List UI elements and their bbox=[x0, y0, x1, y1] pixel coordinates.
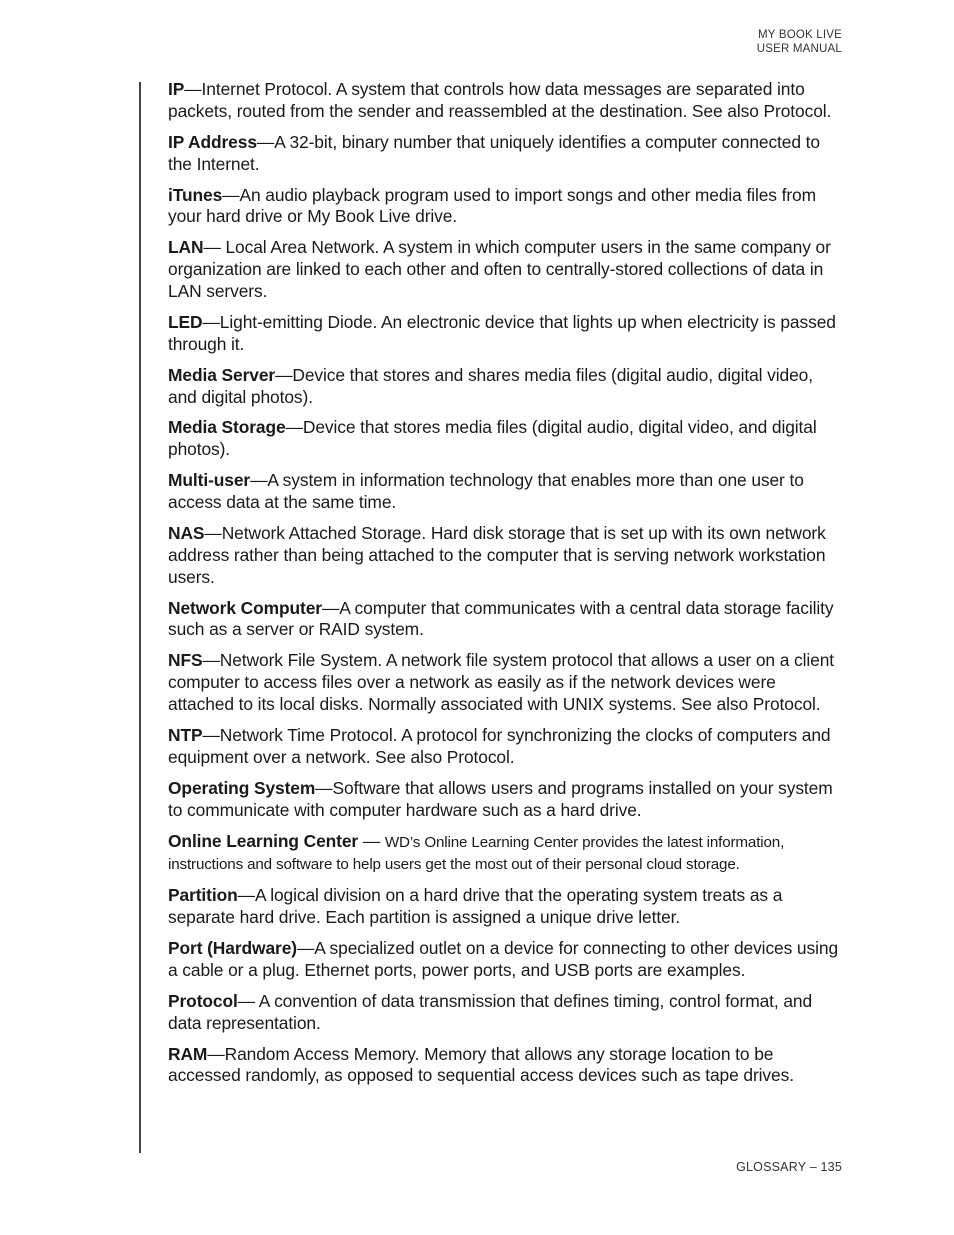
glossary-entry bbox=[168, 1044, 844, 1088]
glossary-definition: Network File System. A network file system protocol that allows a user on a client computer to access files over a network as easily as if the network devices were attached to its local disks. Normally associated with UNIX systems. See also Protocol. bbox=[168, 650, 835, 714]
glossary-definition: A convention of data transmission that defines timing, control format, and data representation. bbox=[168, 990, 813, 1033]
em-dash-separator: — bbox=[202, 311, 220, 332]
em-dash-separator: — bbox=[237, 990, 259, 1011]
margin-rule bbox=[139, 82, 141, 1153]
em-dash-separator: — bbox=[358, 830, 385, 851]
glossary-term: Partition bbox=[168, 885, 238, 906]
glossary-entry bbox=[168, 132, 844, 176]
em-dash-separator: — bbox=[222, 184, 240, 205]
em-dash-separator: — bbox=[202, 724, 220, 745]
glossary-term: LED bbox=[168, 311, 203, 332]
header-manual-title: USER MANUAL bbox=[756, 43, 842, 55]
glossary-entry bbox=[168, 725, 844, 769]
glossary-entry bbox=[168, 831, 844, 877]
glossary-term: Protocol bbox=[168, 990, 238, 1011]
glossary-definition: Device that stores media files (digital audio, digital video, and digital photos). bbox=[168, 417, 817, 460]
glossary-term: NAS bbox=[168, 523, 205, 544]
glossary-definition: WD’s Online Learning Center provides the latest information, instructions and software to help users get the most out of their personal cloud storage. bbox=[168, 833, 785, 874]
glossary-definition: A 32-bit, binary number that uniquely identifies a computer connected to the Internet. bbox=[168, 131, 820, 174]
glossary-definition: A logical division on a hard drive that the operating system treats as a separate hard drive. Each partition is assigned a unique drive letter. bbox=[168, 885, 783, 928]
glossary-term: Operating System bbox=[168, 777, 316, 798]
glossary-definition: Local Area Network. A system in which computer users in the same company or organization are linked to each other and often to centrally-stored collections of data in LAN servers. bbox=[168, 237, 831, 301]
glossary-entry bbox=[168, 365, 844, 409]
glossary-term: RAM bbox=[168, 1043, 208, 1064]
glossary-term: IP bbox=[168, 79, 185, 99]
glossary-term: Media Server bbox=[168, 364, 276, 385]
glossary-entry bbox=[168, 237, 844, 302]
glossary-definition: Network Time Protocol. A protocol for synchronizing the clocks of computers and equipment over a network. See also Protocol. bbox=[168, 724, 831, 767]
glossary-definition: Random Access Memory. Memory that allows any storage location to be accessed randomly, as opposed to sequential access devices such as tape drives. bbox=[168, 1043, 794, 1086]
glossary-entry bbox=[168, 417, 844, 461]
glossary-term: NTP bbox=[168, 724, 203, 745]
glossary-term: NFS bbox=[168, 650, 203, 671]
em-dash-separator: — bbox=[250, 470, 268, 491]
em-dash-separator: — bbox=[321, 597, 340, 618]
em-dash-separator: — bbox=[184, 79, 202, 99]
glossary-definition: An audio playback program used to import songs and other media files from your hard drive or My Book Live drive. bbox=[168, 184, 817, 227]
glossary-term: Online Learning Center bbox=[168, 830, 359, 851]
glossary-definition: Software that allows users and programs installed on your system to communicate with computer hardware such as a hard drive. bbox=[168, 777, 833, 820]
glossary-term: LAN bbox=[168, 237, 204, 258]
glossary-entry bbox=[168, 991, 844, 1035]
em-dash-separator: — bbox=[202, 650, 220, 671]
glossary-term: iTunes bbox=[168, 184, 223, 205]
glossary-definition: Device that stores and shares media files (digital audio, digital video, and digital photos). bbox=[168, 364, 813, 407]
glossary-term: Multi-user bbox=[168, 470, 251, 491]
header-product-name: MY BOOK LIVE bbox=[758, 29, 842, 41]
glossary-entry bbox=[168, 185, 844, 229]
glossary-entry bbox=[168, 79, 844, 123]
glossary-entry bbox=[168, 523, 844, 588]
glossary-definition: Light-emitting Diode. An electronic device that lights up when electricity is passed through it. bbox=[168, 311, 836, 354]
running-header bbox=[757, 28, 842, 56]
glossary-term: Network Computer bbox=[168, 597, 322, 618]
glossary-term: IP Address bbox=[168, 131, 257, 152]
em-dash-separator: — bbox=[207, 1043, 225, 1064]
glossary-definition: Internet Protocol. A system that controls how data messages are separated into packets, routed from the sender and reassembled at the destination. See also Protocol. bbox=[168, 79, 832, 121]
glossary-definition: A system in information technology that enables more than one user to access data at the same time. bbox=[168, 470, 804, 513]
em-dash-separator: — bbox=[285, 417, 303, 438]
glossary-entry bbox=[168, 938, 844, 982]
em-dash-separator: — bbox=[203, 237, 226, 258]
glossary-entry bbox=[168, 598, 844, 642]
em-dash-separator: — bbox=[256, 131, 275, 152]
em-dash-separator: — bbox=[275, 364, 293, 385]
glossary-entry bbox=[168, 312, 844, 356]
glossary-definition: Network Attached Storage. Hard disk storage that is set up with its own network address rather than being attached to the computer that is serving network workstation users. bbox=[168, 523, 826, 587]
glossary-entry bbox=[168, 470, 844, 514]
em-dash-separator: — bbox=[204, 523, 222, 544]
glossary-term: Port (Hardware) bbox=[168, 938, 297, 959]
glossary-definition: A computer that communicates with a central data storage facility such as a server or RAID system. bbox=[168, 597, 834, 640]
em-dash-separator: — bbox=[315, 777, 333, 798]
glossary-list bbox=[168, 79, 844, 1096]
glossary-entry bbox=[168, 650, 844, 715]
em-dash-separator: — bbox=[237, 885, 255, 906]
em-dash-separator: — bbox=[296, 938, 315, 959]
page-footer: GLOSSARY – 135 bbox=[736, 1160, 842, 1174]
glossary-entry bbox=[168, 778, 844, 822]
glossary-entry bbox=[168, 885, 844, 929]
glossary-term: Media Storage bbox=[168, 417, 286, 438]
glossary-definition: A specialized outlet on a device for connecting to other devices using a cable or a plug. Ethernet ports, power ports, and USB ports are examples. bbox=[168, 938, 839, 980]
